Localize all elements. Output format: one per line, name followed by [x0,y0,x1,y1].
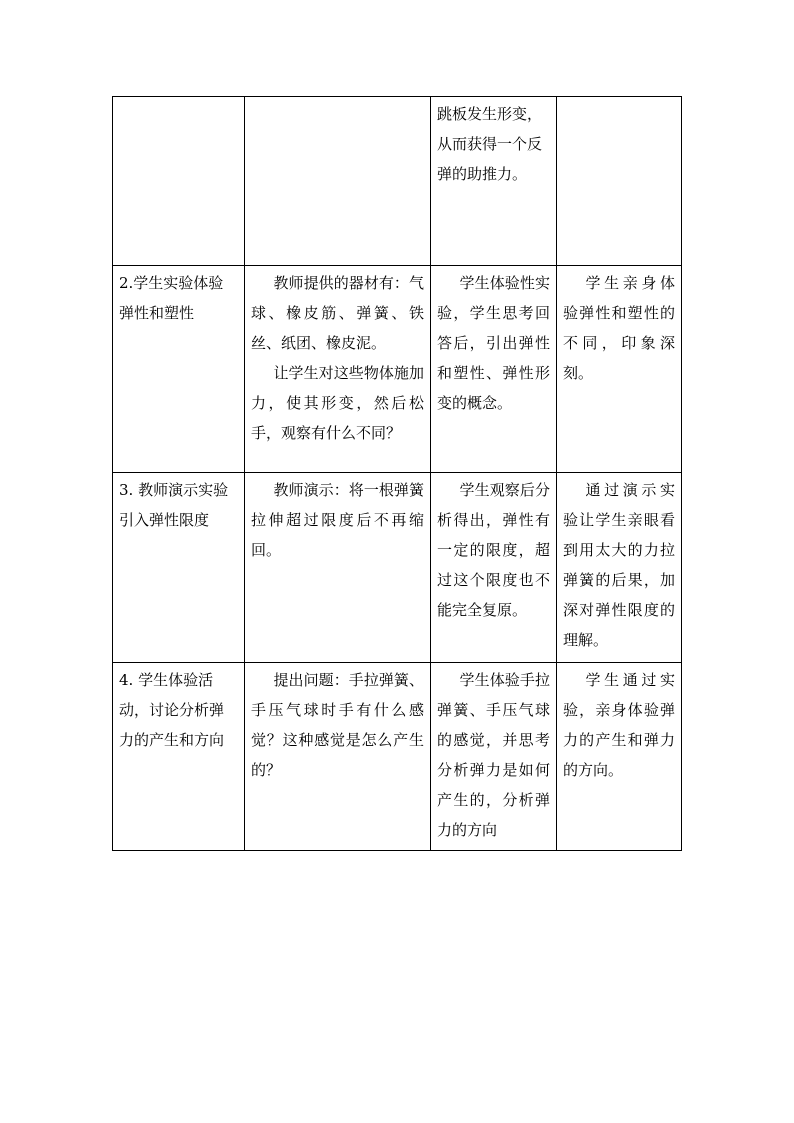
student-activity-text: 学生体验手拉弹簧、手压气球的感觉，并思考分析弹力是如何产生的，分析弹力的方向 [437,671,550,839]
table-row [113,97,682,266]
student-activity-text: 学生体验性实验，学生思考回答后，引出弹性和塑性、弹性形变的概念。 [437,274,550,412]
design-intent-cell [557,97,682,266]
table-row [113,663,682,851]
teacher-activity-cell [245,97,431,266]
stage-cell: 2.学生实验体验弹性和塑性 [113,266,245,473]
teacher-activity-cell [245,663,431,851]
student-activity-text: 学生观察后分析得出，弹性有一定的限度，超过这个限度也不能完全复原。 [437,481,550,619]
lesson-plan-table [112,96,682,851]
design-intent-text: 通过演示实验让学生亲眼看到用太大的力拉弹簧的后果，加深对弹性限度的理解。 [563,481,675,649]
teacher-activity-paragraph: 教师提供的器材有：气球、橡皮筋、弹簧、铁丝、纸团、橡皮泥。 [251,274,424,352]
student-activity-cell [431,663,557,851]
design-intent-text: 学生通过实验，亲身体验弹力的产生和弹力的方向。 [563,671,675,779]
design-intent-text: 学生亲身体验弹性和塑性的不同，印象深刻。 [563,274,675,382]
student-activity-cell [431,473,557,663]
stage-cell: 3. 教师演示实验引入弹性限度 [113,473,245,663]
teacher-activity-paragraph: 提出问题：手拉弹簧、手压气球时手有什么感觉？这种感觉是怎么产生的？ [251,671,424,779]
stage-cell: 4. 学生体验活动，讨论分析弹力的产生和方向 [113,663,245,851]
design-intent-cell [557,266,682,473]
student-activity-text: 跳板发生形变，从而获得一个反弹的助推力。 [437,105,543,183]
teacher-activity-cell [245,473,431,663]
student-activity-cell [431,266,557,473]
table-row [113,473,682,663]
stage-cell [113,97,245,266]
teacher-activity-paragraph: 教师演示：将一根弹簧拉伸超过限度后不再缩回。 [251,481,424,559]
table-row [113,266,682,473]
teacher-activity-paragraph: 让学生对这些物体施加力，使其形变，然后松手，观察有什么不同？ [251,364,424,442]
design-intent-cell [557,473,682,663]
teacher-activity-cell [245,266,431,473]
student-activity-cell [431,97,557,266]
design-intent-cell [557,663,682,851]
